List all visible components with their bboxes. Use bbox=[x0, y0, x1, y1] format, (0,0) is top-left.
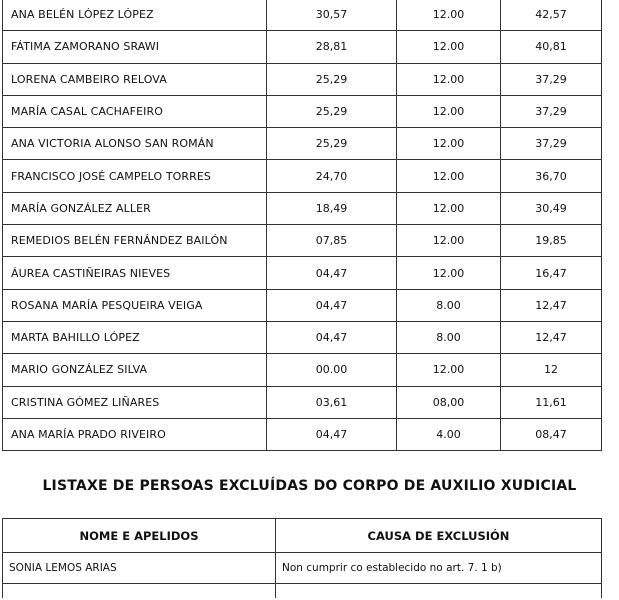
score-cell: 25,29 bbox=[267, 63, 397, 95]
name-cell: REMEDIOS BELÉN FERNÁNDEZ BAILÓN bbox=[3, 225, 267, 257]
total-cell: 37,29 bbox=[501, 95, 602, 127]
score-cell: 12.00 bbox=[397, 192, 501, 224]
score-cell: 12.00 bbox=[397, 63, 501, 95]
score-cell: 12.00 bbox=[397, 225, 501, 257]
score-cell: 28,81 bbox=[267, 31, 397, 63]
score-cell: 00.00 bbox=[267, 354, 397, 386]
column-header-cause: CAUSA DE EXCLUSIÓN bbox=[276, 519, 602, 553]
score-cell: 8.00 bbox=[397, 289, 501, 321]
score-cell: 07,85 bbox=[267, 225, 397, 257]
table-row bbox=[3, 289, 602, 321]
exclusion-cause-cell: Non cumprir co establecido no art. 7. 1 b) bbox=[276, 553, 602, 584]
score-cell: 12.00 bbox=[397, 95, 501, 127]
table-row bbox=[3, 418, 602, 450]
total-cell: 30,49 bbox=[501, 192, 602, 224]
score-cell: 12.00 bbox=[397, 31, 501, 63]
name-cell: LORENA CAMBEIRO RELOVA bbox=[3, 63, 267, 95]
score-cell: 8.00 bbox=[397, 321, 501, 353]
score-cell: 03,61 bbox=[267, 386, 397, 418]
score-cell: 25,29 bbox=[267, 95, 397, 127]
excluded-table-body bbox=[3, 553, 602, 599]
total-cell: 42,57 bbox=[501, 0, 602, 31]
total-cell: 12,47 bbox=[501, 289, 602, 321]
total-cell: 37,29 bbox=[501, 63, 602, 95]
name-cell: FRANCISCO JOSÉ CAMPELO TORRES bbox=[3, 160, 267, 192]
table-row bbox=[3, 63, 602, 95]
excluded-table-header-row bbox=[3, 519, 602, 553]
score-cell: 18,49 bbox=[267, 192, 397, 224]
total-cell: 16,47 bbox=[501, 257, 602, 289]
total-cell: 37,29 bbox=[501, 128, 602, 160]
total-cell: 19,85 bbox=[501, 225, 602, 257]
score-cell: 12.00 bbox=[397, 257, 501, 289]
empty-cell bbox=[276, 584, 602, 599]
empty-cell bbox=[3, 584, 276, 599]
table-row bbox=[3, 160, 602, 192]
name-cell: MARIO GONZÁLEZ SILVA bbox=[3, 354, 267, 386]
name-cell: ANA VICTORIA ALONSO SAN ROMÁN bbox=[3, 128, 267, 160]
column-header-name: NOME E APELIDOS bbox=[3, 519, 276, 553]
table-row bbox=[3, 386, 602, 418]
table-row bbox=[3, 257, 602, 289]
table-row bbox=[3, 192, 602, 224]
name-cell: ROSANA MARÍA PESQUEIRA VEIGA bbox=[3, 289, 267, 321]
name-cell: CRISTINA GÓMEZ LIÑARES bbox=[3, 386, 267, 418]
name-cell: MARÍA GONZÁLEZ ALLER bbox=[3, 192, 267, 224]
table-row bbox=[3, 354, 602, 386]
score-cell: 12.00 bbox=[397, 160, 501, 192]
total-cell: 11,61 bbox=[501, 386, 602, 418]
score-cell: 4.00 bbox=[397, 418, 501, 450]
score-cell: 04,47 bbox=[267, 321, 397, 353]
name-cell: FÁTIMA ZAMORANO SRAWI bbox=[3, 31, 267, 63]
table-row bbox=[3, 31, 602, 63]
score-cell: 04,47 bbox=[267, 418, 397, 450]
score-cell: 30,57 bbox=[267, 0, 397, 31]
name-cell: MARÍA CASAL CACHAFEIRO bbox=[3, 95, 267, 127]
table-row bbox=[3, 225, 602, 257]
table-row bbox=[3, 0, 602, 31]
score-cell: 25,29 bbox=[267, 128, 397, 160]
score-cell: 12.00 bbox=[397, 0, 501, 31]
total-cell: 40,81 bbox=[501, 31, 602, 63]
name-cell: ANA BELÉN LÓPEZ LÓPEZ bbox=[3, 0, 267, 31]
table-row bbox=[3, 128, 602, 160]
total-cell: 08,47 bbox=[501, 418, 602, 450]
table-row bbox=[3, 321, 602, 353]
total-cell: 12,47 bbox=[501, 321, 602, 353]
excluded-name-cell: SONIA LEMOS ARIAS bbox=[3, 553, 276, 584]
scores-table-body bbox=[3, 0, 602, 451]
score-cell: 08,00 bbox=[397, 386, 501, 418]
excluded-table bbox=[2, 518, 602, 598]
name-cell: ANA MARÍA PRADO RIVEIRO bbox=[3, 418, 267, 450]
name-cell: MARTA BAHILLO LÓPEZ bbox=[3, 321, 267, 353]
scores-table bbox=[2, 0, 602, 451]
total-cell: 12 bbox=[501, 354, 602, 386]
table-row bbox=[3, 553, 602, 584]
table-row bbox=[3, 95, 602, 127]
score-cell: 24,70 bbox=[267, 160, 397, 192]
score-cell: 04,47 bbox=[267, 257, 397, 289]
table-row-partial bbox=[3, 584, 602, 599]
score-cell: 12.00 bbox=[397, 354, 501, 386]
score-cell: 04,47 bbox=[267, 289, 397, 321]
total-cell: 36,70 bbox=[501, 160, 602, 192]
excluded-section-title: LISTAXE DE PERSOAS EXCLUÍDAS DO CORPO DE AUXILIO XUDICIAL bbox=[42, 478, 577, 494]
score-cell: 12.00 bbox=[397, 128, 501, 160]
name-cell: ÁUREA CASTIÑEIRAS NIEVES bbox=[3, 257, 267, 289]
